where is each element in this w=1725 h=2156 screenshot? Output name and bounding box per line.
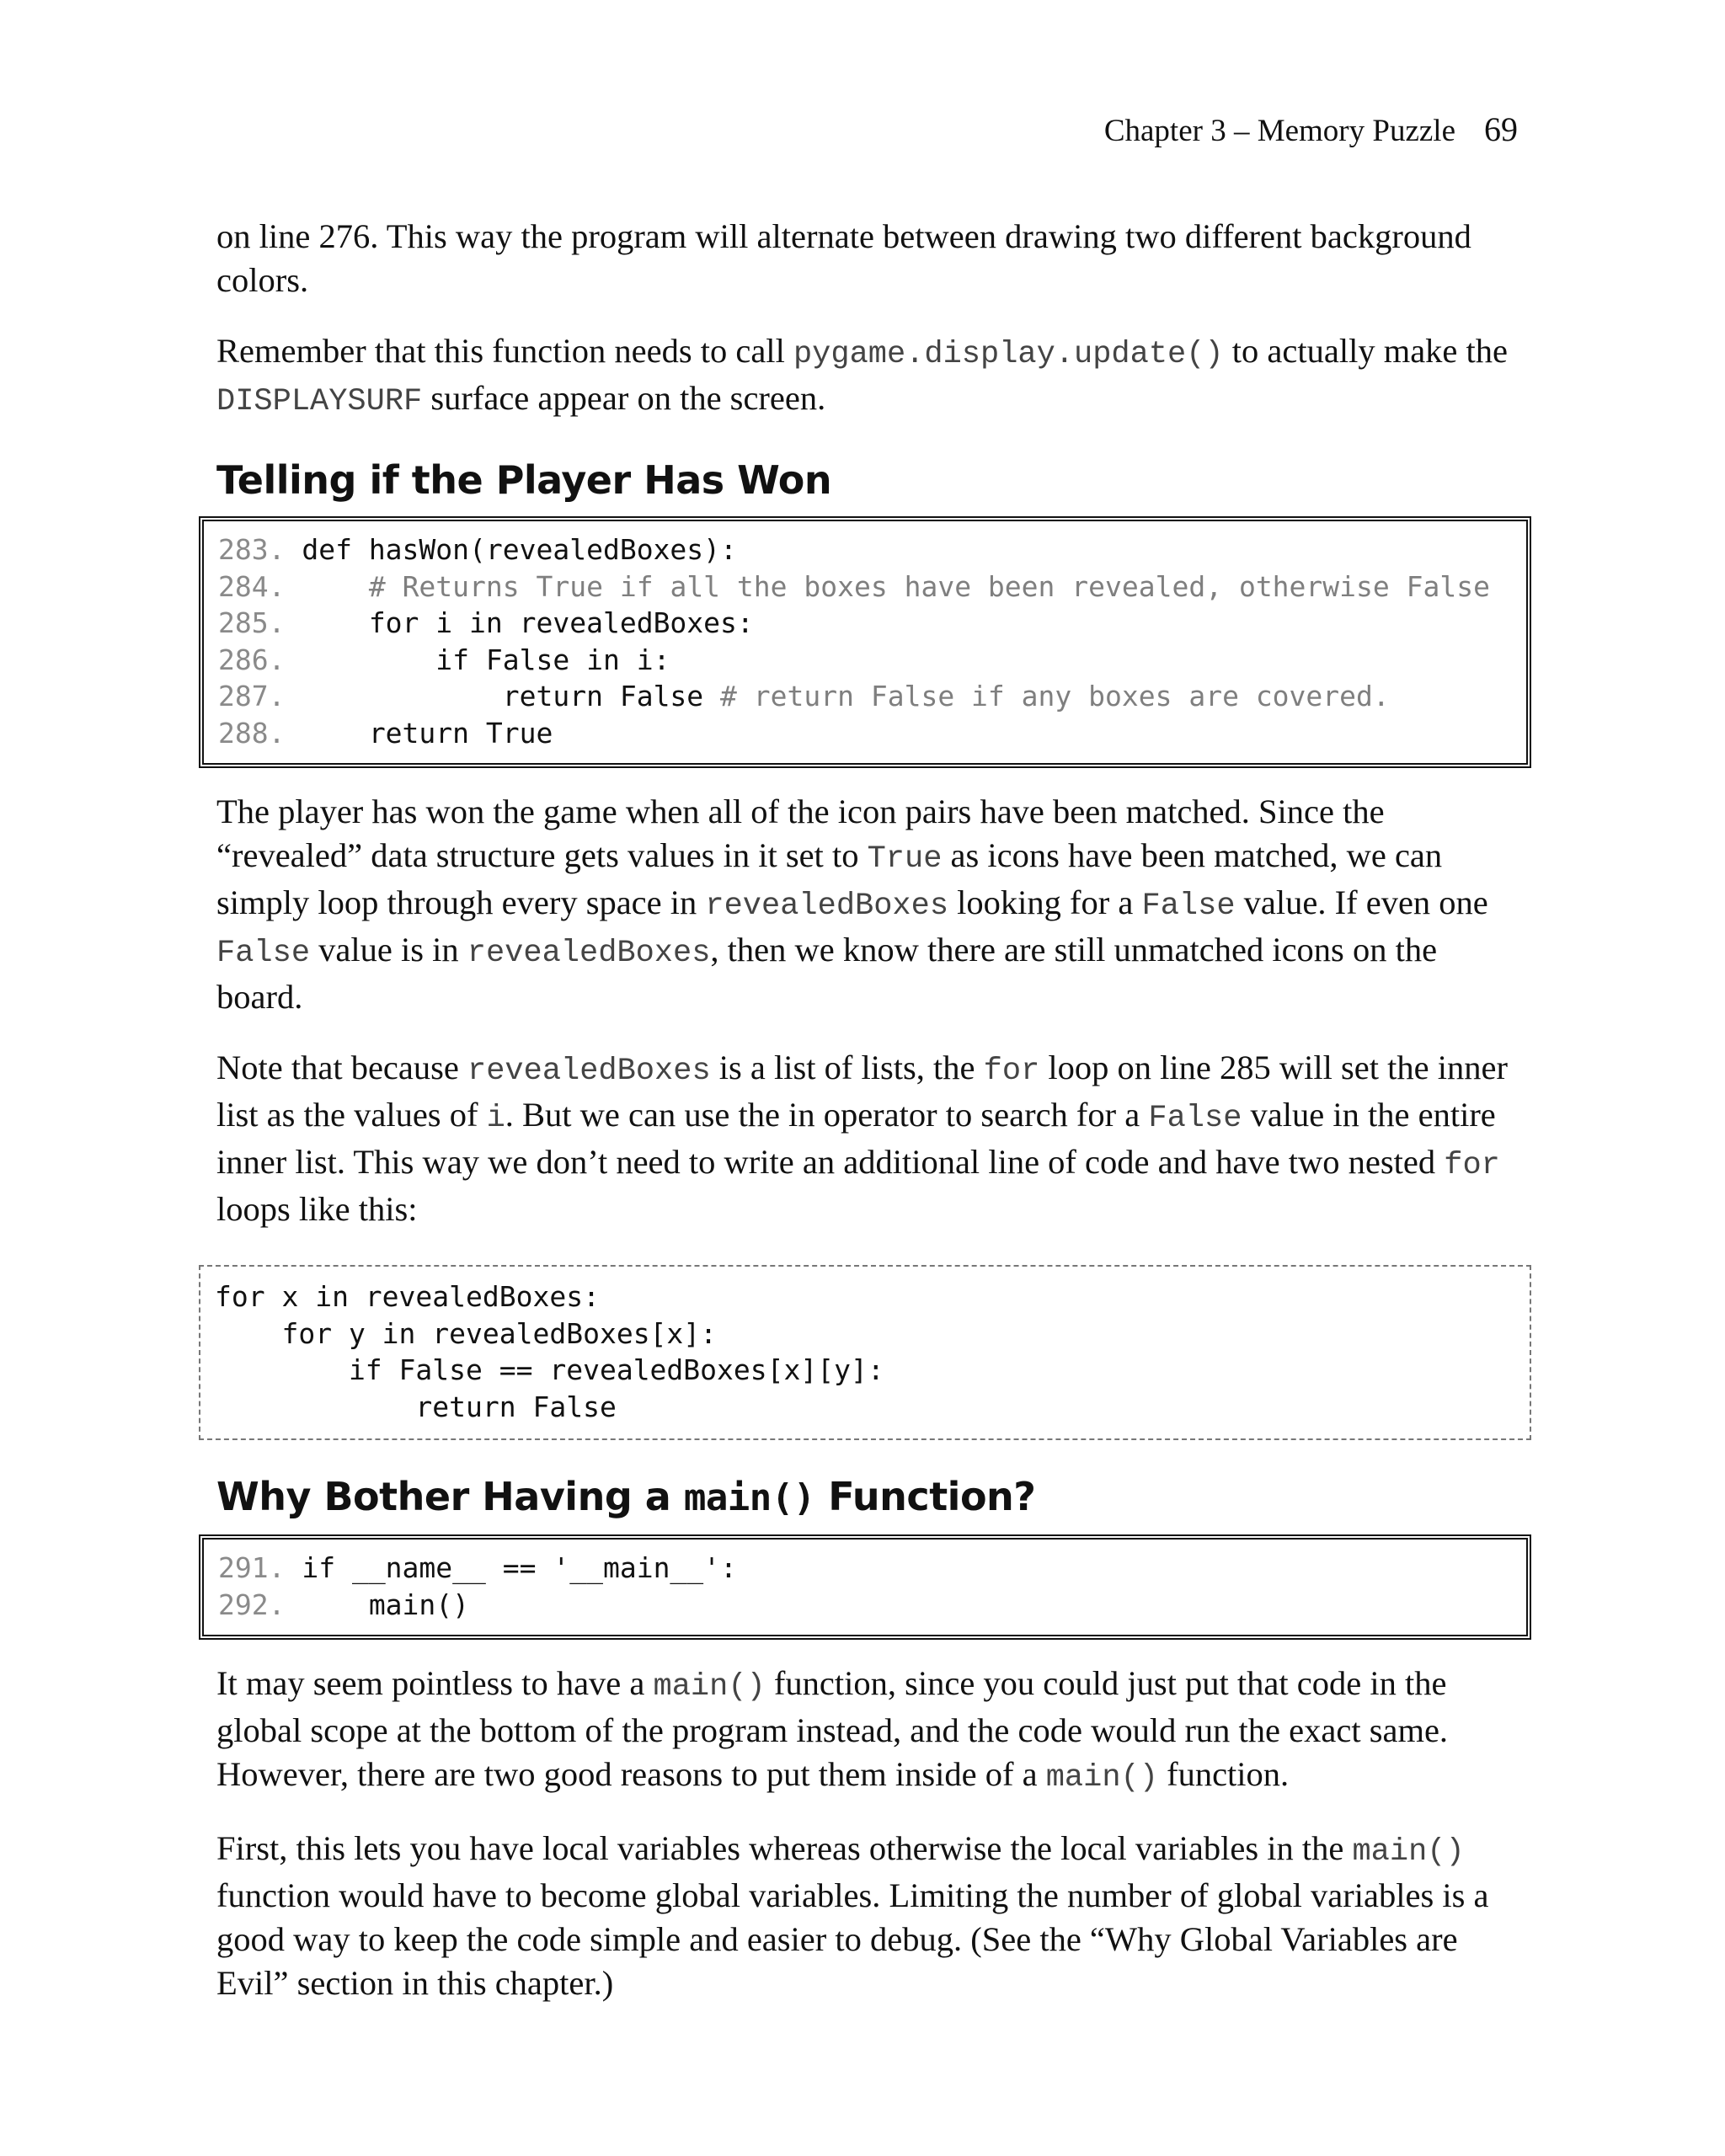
code-text: main() — [302, 1588, 470, 1621]
paragraph-text: function, since you could just put that code in the global scope at the bottom of the program instead, and the code would run the exact same. However, there are two good reasons to put them inside of a — [216, 1664, 1449, 1793]
heading-code: main() — [683, 1476, 815, 1519]
code-text: return False — [302, 680, 721, 712]
paragraph-2 — [216, 329, 1530, 424]
paragraph-text: on line 276. This way the program will alternate between drawing two different background colors. — [216, 217, 1471, 299]
line-number: 284. — [218, 569, 302, 603]
paragraph-text: loops like this: — [216, 1190, 418, 1228]
inline-code: False — [216, 936, 311, 971]
inline-code: main() — [1352, 1834, 1465, 1870]
code-line — [204, 1550, 1526, 1587]
paragraph-1 — [216, 215, 1530, 302]
line-number: 286. — [218, 643, 302, 676]
code-snippet-nested-loops — [199, 1265, 1531, 1440]
inline-code: DISPLAYSURF — [216, 384, 423, 419]
code-listing-haswon — [199, 516, 1531, 768]
line-number: 283. — [218, 533, 302, 566]
paragraph-text: looking for a — [948, 883, 1142, 921]
paragraph-text: . But we can use the in operator to search for a — [505, 1096, 1149, 1134]
section-heading-won: Telling if the Player Has Won — [216, 457, 832, 503]
line-number: 288. — [218, 716, 302, 750]
paragraph-text: is a list of lists, the — [710, 1049, 984, 1086]
paragraph-text: function. — [1157, 1755, 1290, 1793]
line-number: 292. — [218, 1588, 302, 1621]
running-header — [1104, 109, 1518, 149]
page-body — [216, 215, 1530, 2032]
inline-code: pygame.display.update() — [793, 337, 1224, 372]
code-line — [204, 568, 1526, 606]
code-comment: # Returns True if all the boxes have been revealed, otherwise False — [368, 569, 1490, 603]
paragraph-text: The player has won the game when all of the icon pairs have been matched. Since the “revealed” data structure gets values in it set to — [216, 792, 1385, 874]
paragraph-4 — [216, 1046, 1530, 1231]
code-line — [204, 642, 1526, 679]
inline-code: main() — [1045, 1760, 1158, 1796]
page-number: 69 — [1484, 110, 1518, 148]
code-line — [204, 1587, 1526, 1624]
code-line — [204, 715, 1526, 752]
section-heading-main — [216, 1472, 1530, 1523]
paragraph-text: function would have to become global variables. Limiting the number of global variables is a good way to keep the code simple and easier to debug. (See the “Why Global Variables are Evil” section in this chapter.) — [216, 1876, 1489, 2002]
line-number: 287. — [218, 680, 302, 712]
code-listing-main-guard — [199, 1534, 1531, 1640]
chapter-title: Chapter 3 – Memory Puzzle — [1103, 114, 1455, 148]
code-line: for y in revealedBoxes[x]: — [215, 1316, 718, 1350]
inline-code: False — [1141, 889, 1236, 924]
code-text — [302, 570, 368, 603]
paragraph-text: value. If even one — [1235, 883, 1488, 921]
code-text: if False in i: — [302, 643, 670, 676]
paragraph-text: loop on line 285 will set the inner list as the values of — [216, 1049, 1508, 1134]
inline-code: False — [1148, 1101, 1242, 1136]
code-line — [204, 678, 1526, 715]
inline-code: for — [983, 1054, 1040, 1089]
code-text: return True — [302, 716, 553, 750]
inline-code: True — [867, 841, 943, 877]
code-line: for x in revealedBoxes: — [215, 1280, 600, 1313]
code-line: if False == revealedBoxes[x][y]: — [215, 1353, 884, 1386]
paragraph-text: surface appear on the screen. — [422, 379, 826, 417]
line-number: 291. — [218, 1551, 302, 1584]
inline-code: revealedBoxes — [705, 889, 949, 924]
paragraph-text: to actually make the — [1223, 332, 1509, 370]
code-line — [204, 605, 1526, 642]
code-text: for i in revealedBoxes: — [302, 606, 754, 639]
inline-code: main() — [653, 1669, 766, 1705]
paragraph-5 — [216, 1662, 1530, 1800]
code-comment: # return False if any boxes are covered. — [720, 680, 1390, 712]
code-text: if __name__ == '__main__': — [302, 1551, 737, 1584]
paragraph-text: It may seem pointless to have a — [216, 1664, 654, 1702]
paragraph-3 — [216, 790, 1530, 1019]
paragraph-text: Remember that this function needs to call — [216, 332, 793, 370]
paragraph-text: value in the entire inner list. This way we don’t need to write an additional line of code and have two nested — [216, 1096, 1496, 1181]
line-number: 285. — [218, 606, 302, 639]
paragraph-text: Note that because — [216, 1049, 467, 1086]
inline-code: for — [1444, 1148, 1500, 1183]
paragraph-text: as icons have been matched, we can simply loop through every space in — [216, 836, 1443, 921]
inline-code: revealedBoxes — [467, 936, 711, 971]
paragraph-text: First, this lets you have local variables whereas otherwise the local variables in the — [216, 1829, 1353, 1867]
code-line — [204, 531, 1526, 568]
inline-code: revealedBoxes — [467, 1054, 711, 1089]
code-line: return False — [215, 1390, 617, 1423]
paragraph-text: value is in — [310, 931, 467, 969]
inline-code: i — [486, 1101, 505, 1136]
heading-text: Why Bother Having a — [216, 1474, 684, 1519]
code-text: def hasWon(revealedBoxes): — [302, 533, 737, 566]
paragraph-text: , then we know there are still unmatched icons on the board. — [216, 931, 1438, 1016]
paragraph-6 — [216, 1827, 1530, 2005]
heading-text: Function? — [814, 1474, 1036, 1519]
